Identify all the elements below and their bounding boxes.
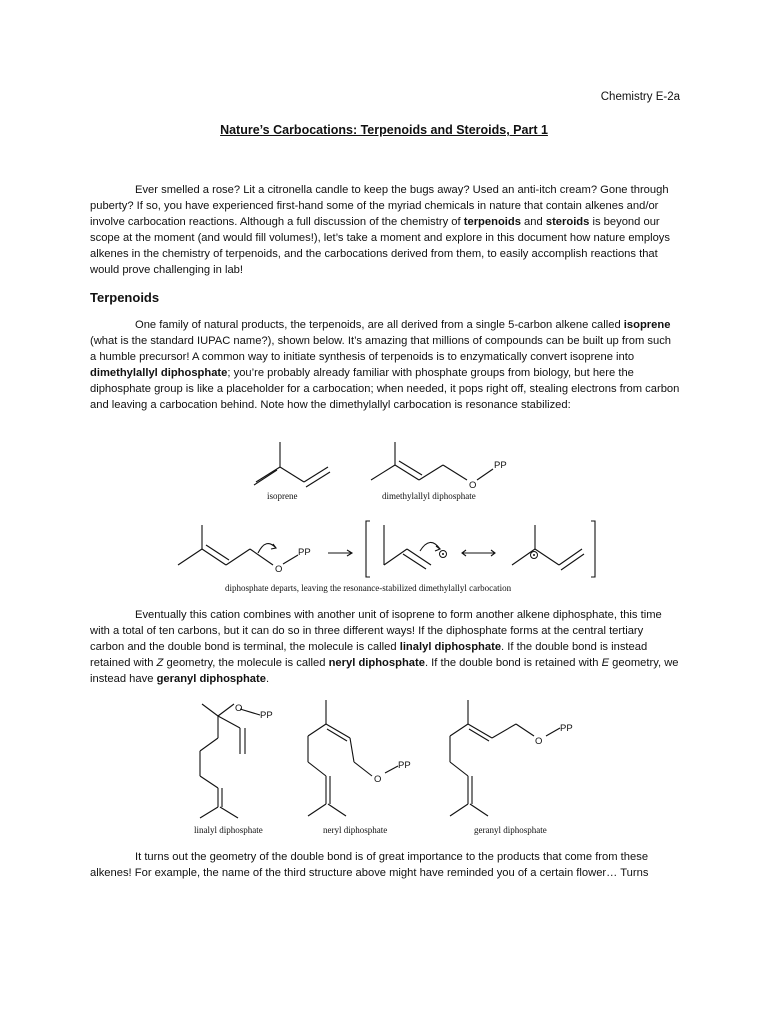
term-geranyl: geranyl diphosphate (156, 672, 266, 685)
reactant-oxygen: O (275, 564, 283, 575)
term-steroids: steroids (545, 215, 590, 228)
geometry-text-3: geometry, the molecule is called (163, 656, 329, 669)
term-e: E (601, 656, 610, 669)
linalyl-oxygen: O (235, 703, 243, 714)
figure-carbocation-resonance (170, 515, 610, 595)
linalyl-structure (200, 704, 260, 818)
closing-text: It turns out the geometry of the double bond is of great importance to the products that come from these alkenes! For example, the name of the third structure above might have reminded you of a certain flower… Turns (90, 851, 649, 879)
carbocation-resonance-1 (384, 525, 447, 569)
section-heading-terpenoids: Terpenoids (90, 290, 160, 305)
neryl-pp: PP (398, 760, 411, 771)
intro-paragraph (90, 183, 680, 278)
dmapp-pp: PP (494, 460, 507, 471)
geranyl-oxygen: O (535, 736, 543, 747)
term-isoprene: isoprene (623, 319, 671, 331)
term-terpenoids: terpenoids (463, 215, 521, 228)
bracket-right (591, 521, 595, 577)
figure-isoprene-dmapp (240, 432, 540, 507)
isoprene-label: isoprene (267, 491, 298, 501)
figure2-caption: diphosphate departs, leaving the resonance-stabilized dimethylallyl carbocation (225, 583, 512, 593)
reactant-pp: PP (298, 547, 311, 558)
terpenoids-text-2: (what is the standard IUPAC name?), shown below. It’s amazing that millions of compounds can be built up from such a humble precursor! A common way to initiate synthesis of terpenoids is to enzymatically convert isoprene into (90, 334, 672, 363)
dmapp-label: dimethylallyl diphosphate (382, 491, 476, 501)
closing-paragraph (90, 850, 680, 882)
geranyl-pp: PP (560, 723, 573, 734)
document-title: Nature’s Carbocations: Terpenoids and Steroids, Part 1 (220, 123, 548, 137)
geometry-text-2: . If the double bond is instead retained with (90, 640, 648, 669)
term-linalyl: linalyl diphosphate (399, 640, 502, 653)
carbocation-resonance-2 (512, 525, 584, 570)
linalyl-label: linalyl diphosphate (194, 825, 263, 835)
geranyl-structure (450, 700, 560, 816)
term-neryl: neryl diphosphate (328, 656, 425, 669)
geometry-text-4: . If the double bond is retained with (424, 656, 602, 669)
terpenoids-paragraph (90, 318, 680, 413)
terpenoids-text-1: One family of natural products, the terpenoids, are all derived from a single 5-carbon alkene called (135, 319, 624, 331)
isoprene-structure (254, 442, 330, 487)
linalyl-pp: PP (260, 710, 273, 721)
geometry-text-1: Eventually this cation combines with another unit of isoprene to form another alkene diphosphate, this time with a total of ten carbons, but it can do so in three different ways! If the diphosphate forms at the central tertiary carbon and the double bond is terminal, the molecule is called (90, 609, 662, 653)
neryl-oxygen: O (374, 774, 382, 785)
intro-text-2: and (520, 215, 546, 228)
dmapp-oxygen: O (469, 480, 477, 491)
intro-text-1: Ever smelled a rose? Lit a citronella candle to keep the bugs away? Used an anti-itch cream? Gone through puberty? If so, you have experienced first-hand some of the myriad chemicals in nature that contain alkenes and/or involve carbocation reactions. Although a full discussion of the chemistry of (90, 184, 669, 228)
intro-text-3: is beyond our scope at the moment (and would fill volumes!), let’s take a moment and explore in this document how nature employs alkenes in the chemistry of terpenoids, and the carbocations derived from them, to easily accomplish reactions that would prove challenging in lab! (90, 215, 670, 276)
geranyl-label: geranyl diphosphate (474, 825, 547, 835)
neryl-label: neryl diphosphate (323, 825, 388, 835)
course-header: Chemistry E-2a (600, 91, 680, 103)
figure-monoterpene-diphosphates (180, 696, 600, 841)
term-dimethylallyl-diphosphate: dimethylallyl diphosphate (90, 366, 228, 379)
geometry-text-5: geometry, we instead have (90, 656, 679, 685)
geometry-paragraph (90, 608, 680, 688)
bracket-left (366, 521, 370, 577)
geometry-text-6: . (265, 672, 270, 685)
dmapp-structure (371, 442, 493, 480)
terpenoids-text-3: ; you’re probably already familiar with phosphate groups from biology, but here the diphosphate group is like a placeholder for a carbocation; when needed, it pops right off, stealing electrons from carbon and leaving a carbocation behind. Note how the dimethylallyl carbocation is resonance stabilized: (90, 366, 680, 411)
dmapp-reactant-structure (178, 525, 298, 565)
neryl-structure (308, 700, 398, 816)
term-z: Z (156, 656, 164, 669)
